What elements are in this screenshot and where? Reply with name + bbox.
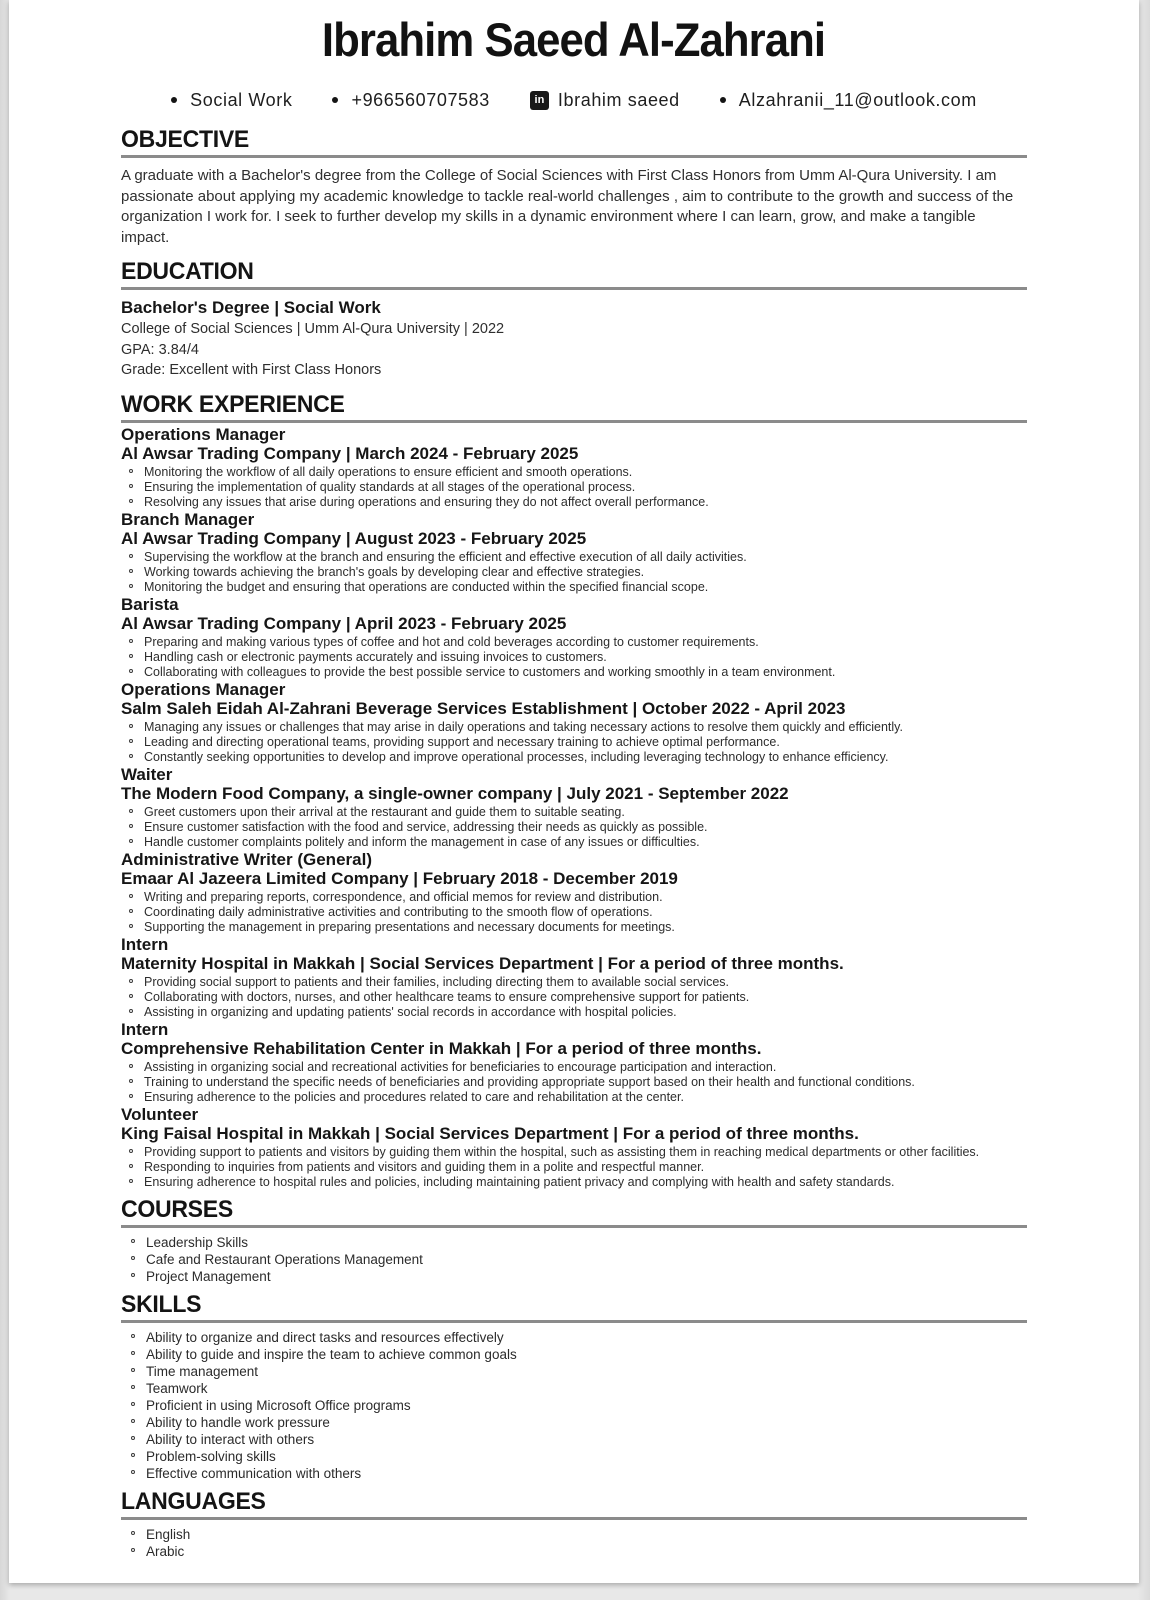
- job-bullet: [121, 1060, 1027, 1075]
- bullet-text: Cafe and Restaurant Operations Management: [146, 1251, 423, 1267]
- circle-bullet-icon: [129, 469, 133, 473]
- job-bullet-list: [121, 720, 1027, 765]
- bullet-text: Working towards achieving the branch's goals by developing clear and effective strategies.: [144, 564, 645, 579]
- contact-label: Social Work: [190, 90, 293, 110]
- circle-bullet-icon: [129, 669, 133, 673]
- circle-bullet-icon: [131, 1273, 135, 1277]
- education-detail-line: Grade: Excellent with First Class Honors: [121, 362, 382, 378]
- bullet-text: Monitoring the budget and ensuring that operations are conducted within the specified financial scope.: [144, 579, 709, 594]
- section-title-text: WORK EXPERIENCE: [121, 390, 345, 418]
- job-company-line: Maternity Hospital in Makkah | Social Services Department | For a period of three months.: [121, 953, 844, 973]
- bullet-text: Ensuring the implementation of quality standards at all stages of the operational process.: [144, 479, 636, 494]
- contact-item-linkedin: [530, 88, 680, 112]
- circle-bullet-icon: [129, 1064, 133, 1068]
- job-bullet: [121, 1160, 1027, 1175]
- job-entry: [121, 850, 1027, 935]
- bullet-text: Problem-solving skills: [146, 1448, 276, 1464]
- bullet-text: Leadership Skills: [146, 1234, 249, 1250]
- circle-bullet-icon: [131, 1531, 135, 1535]
- job-bullet: [121, 735, 1027, 750]
- job-entry: [121, 1020, 1027, 1105]
- circle-bullet-icon: [129, 809, 133, 813]
- section-skills: [121, 1290, 1027, 1482]
- bullet-text: Ability to handle work pressure: [146, 1414, 330, 1430]
- job-title: Operations Manager: [121, 424, 286, 444]
- job-company-line: Al Awsar Trading Company | March 2024 - February 2025: [121, 443, 579, 463]
- skill-item: [121, 1397, 1027, 1414]
- circle-bullet-icon: [129, 1164, 133, 1168]
- job-company-line: Al Awsar Trading Company | April 2023 - February 2025: [121, 613, 567, 633]
- skill-item: [121, 1329, 1027, 1346]
- circle-bullet-icon: [131, 1385, 135, 1389]
- linkedin-icon: in: [530, 91, 549, 110]
- section-title-text: SKILLS: [121, 1290, 202, 1318]
- bullet-text: Resolving any issues that arise during operations and ensuring they do not affect overall performance.: [144, 494, 709, 509]
- circle-bullet-icon: [131, 1470, 135, 1474]
- job-title: Branch Manager: [121, 509, 255, 529]
- job-bullet-list: [121, 550, 1027, 595]
- section-education: [121, 260, 1027, 381]
- job-title: Administrative Writer (General): [121, 849, 372, 869]
- section-title-text: COURSES: [121, 1195, 233, 1223]
- bullet-text: Collaborating with colleagues to provide the best possible service to customers and working smoothly in a team environment.: [144, 664, 836, 679]
- resume-header: [121, 14, 1027, 112]
- bullet-text: Managing any issues or challenges that may arise in daily operations and taking necessary actions to resolve them quickly and efficiently.: [144, 719, 903, 734]
- job-bullet: [121, 890, 1027, 905]
- circle-bullet-icon: [129, 639, 133, 643]
- job-bullet-list: [121, 805, 1027, 850]
- resume-page: [9, 0, 1139, 1583]
- job-company-line: King Faisal Hospital in Makkah | Social Services Department | For a period of three months.: [121, 1123, 859, 1143]
- job-bullet: [121, 920, 1027, 935]
- job-bullet: [121, 975, 1027, 990]
- circle-bullet-icon: [129, 1149, 133, 1153]
- bullet-text: Project Management: [146, 1268, 271, 1284]
- skill-item: [121, 1448, 1027, 1465]
- job-bullet-list: [121, 1145, 1027, 1190]
- skill-item: [121, 1380, 1027, 1397]
- bullet-text: Handling cash or electronic payments accurately and issuing invoices to customers.: [144, 649, 607, 664]
- language-list: [121, 1526, 1027, 1560]
- circle-bullet-icon: [131, 1368, 135, 1372]
- job-entry: [121, 1105, 1027, 1190]
- job-company-line: Emaar Al Jazeera Limited Company | February 2018 - December 2019: [121, 868, 678, 888]
- bullet-text: Responding to inquiries from patients and visitors and guiding them in a polite and respectful manner.: [144, 1159, 705, 1174]
- skill-item: [121, 1363, 1027, 1380]
- job-bullet: [121, 665, 1027, 680]
- job-bullet: [121, 990, 1027, 1005]
- contact-item-phone: [332, 88, 489, 112]
- section-title-education: [121, 260, 1027, 290]
- circle-bullet-icon: [131, 1453, 135, 1457]
- bullet-text: Ensure customer satisfaction with the food and service, addressing their needs as quickly as possible.: [144, 819, 708, 834]
- circle-bullet-icon: [129, 654, 133, 658]
- circle-bullet-icon: [129, 824, 133, 828]
- bullet-dot-icon: [332, 97, 338, 103]
- bullet-text: Assisting in organizing and updating patients' social records in accordance with hospital policies.: [144, 1004, 677, 1019]
- job-entry: [121, 510, 1027, 595]
- contact-item-field: [171, 88, 292, 112]
- contact-label: Alzahranii_11@outlook.com: [738, 90, 977, 110]
- circle-bullet-icon: [129, 894, 133, 898]
- job-bullet: [121, 820, 1027, 835]
- degree-title: Bachelor's Degree | Social Work: [121, 298, 381, 317]
- circle-bullet-icon: [129, 724, 133, 728]
- job-bullet: [121, 1090, 1027, 1105]
- job-bullet: [121, 550, 1027, 565]
- job-bullet: [121, 635, 1027, 650]
- job-bullet: [121, 1005, 1027, 1020]
- circle-bullet-icon: [129, 839, 133, 843]
- skill-item: [121, 1465, 1027, 1482]
- bullet-dot-icon: [720, 97, 726, 103]
- job-bullet: [121, 750, 1027, 765]
- job-entry: [121, 595, 1027, 680]
- skill-item: [121, 1414, 1027, 1431]
- job-bullet: [121, 805, 1027, 820]
- bullet-dot-icon: [171, 97, 177, 103]
- circle-bullet-icon: [131, 1334, 135, 1338]
- circle-bullet-icon: [129, 994, 133, 998]
- skill-item: [121, 1346, 1027, 1363]
- candidate-name: [121, 14, 1027, 66]
- section-objective: [121, 128, 1027, 248]
- job-bullet-list: [121, 635, 1027, 680]
- circle-bullet-icon: [131, 1351, 135, 1355]
- job-bullet: [121, 465, 1027, 480]
- contact-label: +966560707583: [351, 90, 490, 110]
- education-detail-line: GPA: 3.84/4: [121, 341, 199, 358]
- bullet-text: Ensuring adherence to hospital rules and policies, including maintaining patient privacy and complying with health and safety standards.: [144, 1174, 895, 1189]
- job-title: Intern: [121, 1019, 169, 1039]
- job-bullet: [121, 720, 1027, 735]
- circle-bullet-icon: [129, 1009, 133, 1013]
- job-bullet: [121, 1145, 1027, 1160]
- circle-bullet-icon: [129, 754, 133, 758]
- language-item: [121, 1543, 1027, 1560]
- job-entry: [121, 765, 1027, 850]
- circle-bullet-icon: [129, 554, 133, 558]
- job-entry: [121, 935, 1027, 1020]
- job-bullet: [121, 905, 1027, 920]
- circle-bullet-icon: [131, 1239, 135, 1243]
- bullet-text: Collaborating with doctors, nurses, and other healthcare teams to ensure comprehensive support for patients.: [144, 989, 750, 1004]
- bullet-text: Providing support to patients and visitors by guiding them within the hospital, such as assisting them in reaching medical departments or other facilities.: [144, 1144, 980, 1159]
- bullet-text: Constantly seeking opportunities to develop and improve operational processes, including leveraging technology to enhance efficiency.: [144, 749, 889, 764]
- section-title-courses: [121, 1195, 1027, 1228]
- circle-bullet-icon: [129, 484, 133, 488]
- section-title-objective: [121, 128, 1027, 158]
- job-title: Operations Manager: [121, 679, 286, 699]
- circle-bullet-icon: [129, 924, 133, 928]
- circle-bullet-icon: [131, 1548, 135, 1552]
- job-title: Volunteer: [121, 1104, 199, 1124]
- bullet-text: Leading and directing operational teams, providing support and necessary training to achieve optimal performance.: [144, 734, 780, 749]
- job-bullet-list: [121, 975, 1027, 1020]
- circle-bullet-icon: [129, 584, 133, 588]
- circle-bullet-icon: [129, 909, 133, 913]
- bullet-text: Coordinating daily administrative activities and contributing to the smooth flow of operations.: [144, 904, 653, 919]
- section-work-experience: [121, 390, 1027, 1190]
- section-title-work-experience: [121, 390, 1027, 423]
- course-item: [121, 1268, 1027, 1285]
- job-company-line: Salm Saleh Eidah Al-Zahrani Beverage Services Establishment | October 2022 - April 2023: [121, 698, 846, 718]
- section-title-text: OBJECTIVE: [121, 126, 250, 153]
- job-bullet: [121, 650, 1027, 665]
- bullet-text: Time management: [146, 1363, 259, 1379]
- circle-bullet-icon: [131, 1402, 135, 1406]
- bullet-text: Preparing and making various types of coffee and hot and cold beverages according to customer requirements.: [144, 634, 759, 649]
- bullet-text: English: [146, 1526, 191, 1542]
- bullet-text: Effective communication with others: [146, 1465, 362, 1481]
- course-item: [121, 1234, 1027, 1251]
- circle-bullet-icon: [131, 1256, 135, 1260]
- job-bullet: [121, 495, 1027, 510]
- job-company-line: Comprehensive Rehabilitation Center in Makkah | For a period of three months.: [121, 1038, 762, 1058]
- candidate-name-text: Ibrahim Saeed Al-Zahrani: [322, 13, 826, 66]
- skill-item: [121, 1431, 1027, 1448]
- course-item: [121, 1251, 1027, 1268]
- bullet-text: Arabic: [146, 1543, 185, 1559]
- bullet-text: Ensuring adherence to the policies and procedures related to care and rehabilitation at the center.: [144, 1089, 684, 1104]
- job-company-line: The Modern Food Company, a single-owner company | July 2021 - September 2022: [121, 783, 789, 803]
- bullet-text: Supervising the workflow at the branch and ensuring the efficient and effective execution of all daily activities.: [144, 549, 747, 564]
- job-bullet-list: [121, 465, 1027, 510]
- circle-bullet-icon: [129, 499, 133, 503]
- bullet-text: Greet customers upon their arrival at the restaurant and guide them to suitable seating.: [144, 804, 625, 819]
- job-bullet-list: [121, 890, 1027, 935]
- course-list: [121, 1234, 1027, 1285]
- section-title-text: LANGUAGES: [121, 1487, 266, 1515]
- job-entry: [121, 680, 1027, 765]
- job-bullet: [121, 580, 1027, 595]
- language-item: [121, 1526, 1027, 1543]
- circle-bullet-icon: [129, 569, 133, 573]
- bullet-text: Proficient in using Microsoft Office programs: [146, 1397, 411, 1413]
- job-bullet: [121, 565, 1027, 580]
- section-title-languages: [121, 1487, 1027, 1520]
- bullet-text: Assisting in organizing social and recreational activities for beneficiaries to encourage participation and interaction.: [144, 1059, 777, 1074]
- job-entry: [121, 425, 1027, 510]
- job-list: [121, 425, 1027, 1190]
- objective-text: A graduate with a Bachelor's degree from the College of Social Sciences with First Class Honors from Umm Al-Qura University. I am passionate about applying my academic knowledge to tackle real-world challenges , aim to contribute to the growth and success of the organization I work for. I seek to further develop my skills in a dynamic environment where I can learn, grow, and make a tangible impact.: [121, 167, 1014, 246]
- job-company-line: Al Awsar Trading Company | August 2023 - February 2025: [121, 528, 587, 548]
- section-title-skills: [121, 1290, 1027, 1323]
- bullet-text: Providing social support to patients and their families, including directing them to available social services.: [144, 974, 730, 989]
- bullet-text: Ability to interact with others: [146, 1431, 315, 1447]
- circle-bullet-icon: [131, 1419, 135, 1423]
- job-bullet: [121, 480, 1027, 495]
- bullet-text: Ability to organize and direct tasks and resources effectively: [146, 1329, 504, 1345]
- section-courses: [121, 1195, 1027, 1285]
- bullet-text: Training to understand the specific needs of beneficiaries and providing appropriate support based on their health and functional conditions.: [144, 1074, 915, 1089]
- job-bullet: [121, 835, 1027, 850]
- circle-bullet-icon: [131, 1436, 135, 1440]
- bullet-text: Writing and preparing reports, correspondence, and official memos for review and distribution.: [144, 889, 663, 904]
- contact-row: [121, 88, 1027, 112]
- circle-bullet-icon: [129, 979, 133, 983]
- job-bullet: [121, 1075, 1027, 1090]
- bullet-text: Ability to guide and inspire the team to achieve common goals: [146, 1346, 517, 1362]
- circle-bullet-icon: [129, 739, 133, 743]
- section-languages: [121, 1487, 1027, 1560]
- bullet-text: Supporting the management in preparing presentations and necessary documents for meetings.: [144, 919, 675, 934]
- education-details: [121, 319, 1027, 381]
- circle-bullet-icon: [129, 1179, 133, 1183]
- job-title: Waiter: [121, 764, 173, 784]
- job-bullet-list: [121, 1060, 1027, 1105]
- contact-label: Ibrahim saeed: [557, 90, 680, 110]
- skill-list: [121, 1329, 1027, 1482]
- circle-bullet-icon: [129, 1094, 133, 1098]
- job-title: Intern: [121, 934, 169, 954]
- circle-bullet-icon: [129, 1079, 133, 1083]
- job-title: Barista: [121, 594, 179, 614]
- job-bullet: [121, 1175, 1027, 1190]
- bullet-text: Handle customer complaints politely and inform the management in case of any issues or difficulties.: [144, 834, 700, 849]
- contact-item-email: [720, 88, 977, 112]
- section-title-text: EDUCATION: [121, 258, 254, 285]
- bullet-text: Monitoring the workflow of all daily operations to ensure efficient and smooth operations.: [144, 464, 633, 479]
- education-detail-line: College of Social Sciences | Umm Al-Qura University | 2022: [121, 321, 505, 337]
- bullet-text: Teamwork: [146, 1380, 208, 1396]
